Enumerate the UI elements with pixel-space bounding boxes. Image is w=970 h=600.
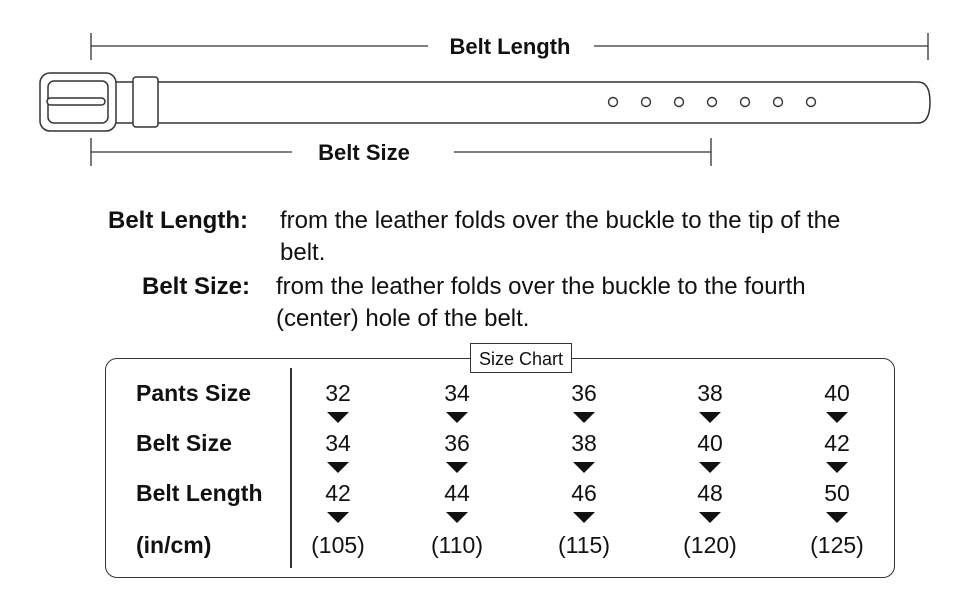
belt-length-value: 44	[444, 480, 470, 506]
definition-belt-length	[108, 205, 870, 269]
pants-size-value: 32	[325, 380, 351, 406]
belt-loop	[133, 77, 158, 127]
down-arrow-icon	[446, 462, 468, 473]
down-arrow-icon	[327, 412, 349, 423]
pants-size-value: 36	[571, 380, 597, 406]
belt-hole	[675, 98, 684, 107]
definition-text: from the leather folds over the buckle to the fourth (center) hole of the belt.	[276, 273, 806, 332]
belt-hole	[642, 98, 651, 107]
down-arrow-icon	[446, 412, 468, 423]
down-arrow-icon	[699, 412, 721, 423]
belt-size-label: Belt Size	[318, 140, 410, 165]
size-chart-title: Size Chart	[470, 343, 572, 373]
definition-term: Belt Size:	[142, 273, 251, 300]
cm-value: (115)	[558, 532, 610, 558]
cm-value: (105)	[311, 532, 365, 558]
definition-belt-size	[142, 271, 836, 335]
cm-value: (110)	[431, 532, 483, 558]
cm-value: (120)	[683, 532, 737, 558]
row-label-belt-length: Belt Length	[136, 480, 263, 506]
belt-size-value: 38	[571, 430, 597, 456]
definition-term: Belt Length:	[108, 207, 248, 234]
definition-text: from the leather folds over the buckle to the tip of the belt.	[280, 207, 841, 266]
down-arrow-icon	[573, 462, 595, 473]
down-arrow-icon	[826, 512, 848, 523]
down-arrow-icon	[573, 412, 595, 423]
down-arrow-icon	[826, 412, 848, 423]
belt-length-value: 46	[571, 480, 597, 506]
row-label-units: (in/cm)	[136, 532, 212, 558]
buckle-icon	[40, 73, 116, 131]
down-arrow-icon	[327, 512, 349, 523]
row-label-belt-size: Belt Size	[136, 430, 232, 456]
belt-holes	[609, 98, 816, 107]
down-arrow-icon	[699, 462, 721, 473]
belt-size-value: 42	[824, 430, 850, 456]
cm-value: (125)	[810, 532, 864, 558]
down-arrow-icon	[826, 462, 848, 473]
belt-hole-center	[708, 98, 717, 107]
belt-length-value: 42	[325, 480, 351, 506]
pants-size-value: 40	[824, 380, 850, 406]
down-arrow-icon	[699, 512, 721, 523]
size-chart-divider	[290, 368, 292, 568]
belt-hole	[774, 98, 783, 107]
pants-size-value: 34	[444, 380, 470, 406]
belt-length-value: 50	[824, 480, 850, 506]
belt-hole	[609, 98, 618, 107]
down-arrow-icon	[327, 462, 349, 473]
down-arrow-icon	[573, 512, 595, 523]
belt-hole	[741, 98, 750, 107]
row-label-pants-size: Pants Size	[136, 380, 252, 406]
belt-length-value: 48	[697, 480, 723, 506]
belt-diagram	[0, 0, 970, 185]
down-arrow-icon	[446, 512, 468, 523]
belt-hole	[807, 98, 816, 107]
belt-size-value: 34	[325, 430, 351, 456]
belt-size-value: 36	[444, 430, 470, 456]
belt-length-label: Belt Length	[449, 34, 571, 59]
pants-size-value: 38	[697, 380, 723, 406]
belt-size-value: 40	[697, 430, 723, 456]
